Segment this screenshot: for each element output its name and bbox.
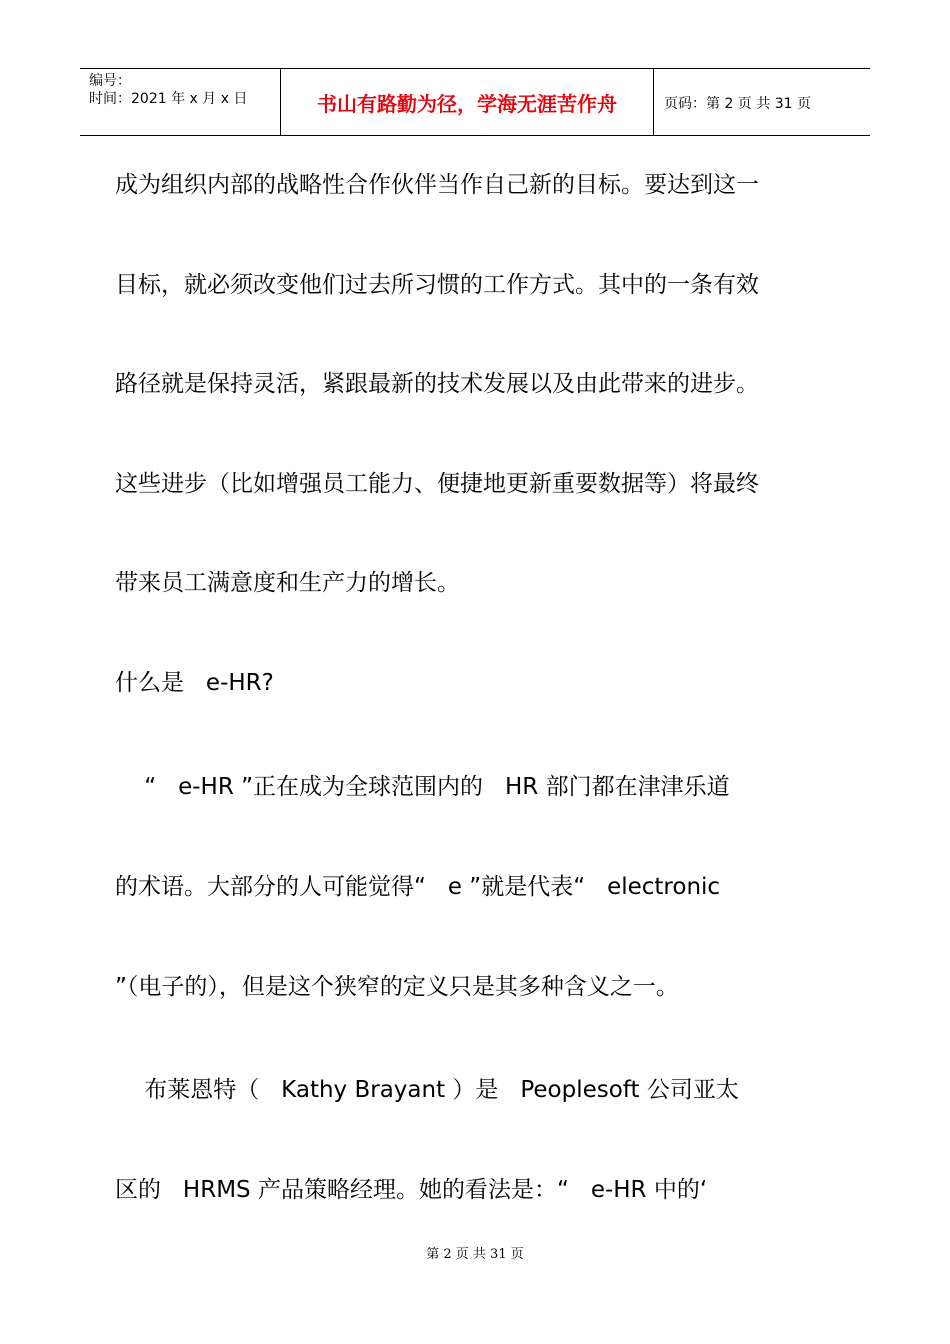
- body-line: 的术语。大部分的人可能觉得“ e ”就是代表“ electronic: [115, 874, 721, 900]
- header-page-cell: [654, 69, 870, 135]
- body-line: ”（电子的），但是这个狭窄的定义只是其多种含义之一。: [115, 974, 679, 1000]
- body-line: 布莱恩特（ Kathy Brayant ）是 Peoplesoft 公司亚太: [115, 1077, 739, 1103]
- body-line: 路径就是保持灵活，紧跟最新的技术发展以及由此带来的进步。: [115, 371, 759, 397]
- header-meta-cell: [80, 69, 281, 135]
- page-footer: 第 2 页 共 31 页: [426, 1247, 524, 1262]
- body-line: 目标，就必须改变他们过去所习惯的工作方式。其中的一条有效: [115, 272, 759, 298]
- body-line: 区的 HRMS 产品策略经理。她的看法是：“ e-HR 中的‘: [115, 1177, 708, 1203]
- body-line: “ e-HR ”正在成为全球范围内的 HR 部门都在津津乐道: [115, 774, 730, 800]
- section-heading: 什么是 e-HR?: [115, 670, 274, 696]
- body-line: 带来员工满意度和生产力的增长。: [115, 570, 460, 596]
- body-line: 成为组织内部的战略性合作伙伴当作自己新的目标。要达到这一: [115, 172, 759, 198]
- header-motto-cell: [281, 69, 654, 135]
- page-header: [80, 68, 870, 136]
- document-number-label: 编号：: [89, 73, 131, 89]
- body-line: 这些进步（比如增强员工能力、便捷地更新重要数据等）将最终: [115, 471, 759, 497]
- header-motto: 书山有路勤为径，学海无涯苦作舟: [317, 92, 617, 116]
- document-date-label: 时间：2021 年 x 月 x 日: [89, 91, 248, 107]
- header-page-info: 页码：第 2 页 共 31 页: [664, 96, 811, 112]
